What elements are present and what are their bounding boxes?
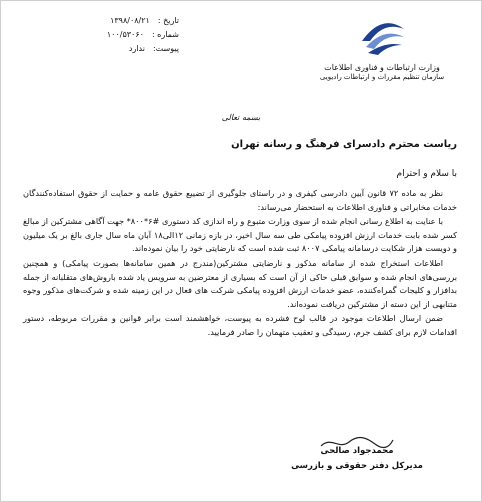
paragraph: با عنایت به اطلاع رسانی انجام شده از سوی وزارت متبوع و راه اندازی کد دستوری #۶*۸۰۰* جهت آگاهی مشترکین از مبالغ کسر شده بابت خدمات ارزش افزوده پیامکی طی سه سال اخیر، در بازه زمانی ۱۲الی۱۸ آبان ماه سال جاری بالغ بر یک میلیون و دویست هزار شکایت درسامانه پیامکی ۸۰۰۷ ثبت شده است که نارضایتی خود را بیان نموده‌اند. xyxy=(23,216,457,254)
attachment-label: پیوست: xyxy=(152,43,179,53)
ministry-logo-block xyxy=(317,11,447,81)
signature-block xyxy=(277,434,437,471)
attachment-value: ندارد xyxy=(128,43,145,53)
ministry-logo-icon xyxy=(354,11,410,61)
org-name: وزارت ارتباطات و فناوری اطلاعات xyxy=(324,63,440,72)
attachment-row xyxy=(29,41,179,55)
org-subtitle: سازمان تنظیم مقررات و ارتباطات رادیویی xyxy=(319,73,445,81)
number-row xyxy=(29,27,179,41)
greeting: با سلام و احترام xyxy=(396,169,457,179)
signer-name: محمدجواد صالحی xyxy=(320,446,394,456)
paragraph: اطلاعات استخراج شده از سامانه مذکور و نارضایتی مشترکین(مندرج در همین سامانه‌ها بصورت پیامکی) و همچنین بررسی‌های انجام شده و سوابق قبلی حاکی از آن است که بسیاری از معترضین به سرویس یاد شده باروش‌های متقلبانه از جمله بدافزار و کلیجات گمراه‌کننده، عضو خدمات ارزش افزوده پیامکی شرکت های فعال در این زمینه شده و شرکت‌های مذکور وجوه متنابهی از این دسته از مشترکین دریافت نموده‌اند. xyxy=(23,257,457,309)
date-row xyxy=(29,13,179,27)
signer-title: مدیرکل دفتر حقوقی و بازرسی xyxy=(291,461,423,471)
paragraph: نظر به ماده ۷۲ قانون آیین دادرسی کیفری و در راستای جلوگیری از تضییع حقوق عامه و حمایت از حقوق استفاده‌کنندگان خدمات مخابراتی و فناوری اطلاعات به استحضار می‌رساند: xyxy=(23,188,457,212)
basmala: بسمه تعالی xyxy=(221,113,261,122)
number-label: شماره : xyxy=(151,29,179,39)
paragraph: ضمن ارسال اطلاعات موجود در قالب لوح فشرده به پیوست، خواهشمند است برابر قوانین و مقررات مربوطه، دستور اقدامات لازم برای کشف جرم، رسیدگی و تعقیب متهمان را صادر فرمایید. xyxy=(23,313,457,337)
date-label: تاریخ : xyxy=(157,15,179,25)
letter-meta xyxy=(29,13,179,55)
number-value: ۱۰۰/۵۳۰۶۰ xyxy=(106,29,144,39)
date-value: ۱۳۹۸/۰۸/۲۱ xyxy=(110,15,150,25)
letter-body xyxy=(23,187,457,341)
addressee: ریاست محترم دادسرای فرهنگ و رسانه تهران xyxy=(231,139,457,150)
